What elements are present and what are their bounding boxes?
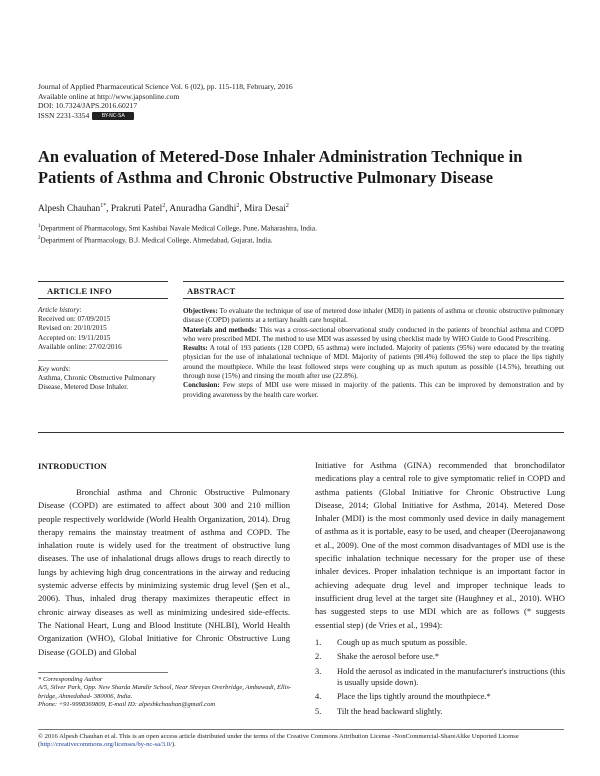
divider [183,298,564,299]
intro-paragraph: Initiative for Asthma (GINA) recommended that bronchodilator medications play a central role to give symptomatic relief in COPD and asthma patients (Global Initiative for Chronic Obstructive Lung Disease, 2014; Global Initiative for Asthma, 2014). Metered Dose Inhaler (MDI) is the most commonly used device in daily management of asthma as it is portable, easy to be used, and cheaper (Deerojanawong et al., 2009). One of the most common disadvantages of MDI use is the specific inhalation technique necessary for the proper use of these inhaler devices. Proper inhalation technique is an important factor in achieving adequate drug level and improper technique leads to insufficient drug level at the target site (Haughney et al., 2010). WHO has suggested steps to use MDI which are as follows (* suggests essential step) (de Vries et al., 1994): [315,460,565,630]
history-received: Received on: 07/09/2015 [38,315,111,324]
author: Anuradha Gandhi$^2$ [169,203,240,215]
abstract-objectives: Objectives: To evaluate the technique of use of metered dose inhaler (MDI) in patients of asthma or chronic obstructive pulmonary disease (COPD) patients at a tertiary health care hospital. [183,307,564,325]
mdi-steps-list [315,637,565,717]
abstract-heading: ABSTRACT [187,286,236,296]
intro-left-column [38,486,290,659]
intro-paragraph: Bronchial asthma and Chronic Obstructive Pulmonary Disease (COPD) are estimated to affect about 300 and 210 million people respectively worldwide (World Health Organization, 2014). Drug therapy remains the mainstay treatment of asthma and COPD. The inhalation route is widely used for the treatment of obstructive lung diseases. The use of inhalational drugs allows drugs to reach directly to lungs by achieving high drug concentrations in the airway and reducing systemic adverse effects by minimizing systemic drug level (Şen et al., 2006). Thus, inhaled drug therapy maximizes therapeutic effect in chronic airway diseases as well as minimizing undesired side-effects. The National Heart, Lung and Blood Institute (NHLBI), World Health Organization (WHO), Global Initiative for Chronic Obstructive Lung Disease (GOLD) and Global [38,487,290,657]
license-footer: © 2016 Alpesh Chauhan et al. This is an open access article distributed under the terms of the Creative Commons Attribution License -NonCommercial-ShareAlike Unported License (http://creativecommons.org/licenses/by-nc-sa/3.0/). [38,733,519,749]
cc-license-badge: BY-NC-SA [92,112,134,120]
article-history [38,306,166,352]
list-item: 2. Shake the aerosol before use.* [315,652,440,662]
keywords: Asthma, Chronic Obstructive Pulmonary Disease, Metered Dose Inhaler. [38,374,156,392]
author: Prakruti Patel$^2$ [110,203,166,215]
article-info-heading: ARTICLE INFO [47,286,112,296]
corresponding-label: * Corresponding Author [38,676,103,683]
available-line: Available online at http://www.japsonline.com [38,91,180,101]
abstract-body [183,307,564,400]
license-link[interactable]: http://creativecommons.org/licenses/by-nc-sa/3.0/ [40,741,172,749]
divider [38,360,168,361]
affiliations [38,222,317,246]
divider [38,432,564,433]
list-item: 5. Tilt the head backward slightly. [315,706,443,716]
abstract-conclusion: Conclusion: Few steps of MDI use were missed in majority of the patients. This can be improved by demonstration and by providing awareness by the health care worker. [183,381,565,399]
paper-title: An evaluation of Metered-Dose Inhaler Administration Technique in Patients of Asthma and Chronic Obstructive Pulmonary Disease [38,147,523,187]
corresponding-address: A/5, Silver Park, Opp. New Sharda Mandir School, Near Shreyas Overbridge, Ambawadi, Ellis-bridge, Ahmedabad- 380006, India. [38,684,292,700]
issn-line [38,111,293,121]
author: Mira Desai$^2$ [244,203,289,215]
abstract-methods: Materials and methods: This was a cross-sectional observational study conducted in the patients of bronchial asthma and COPD who were prescribed MDI. The method to use MDI was assessed by using checklist made by WHO Guide to Good Prescribing. [183,325,564,343]
intro-right-column [315,459,565,720]
list-item: 1. Cough up as much sputum as possible. [315,637,468,647]
divider [38,281,168,282]
history-revised: Revised on: 20/10/2015 [38,324,107,333]
affiliation: $^2$Department of Pharmacology, B.J. Medical College, Ahmedabad, Gujarat, India. [38,235,273,245]
issn-text: ISSN 2231-3354 [38,110,90,120]
corresponding-author [38,676,293,710]
history-online: Available online: 27/02/2016 [38,342,122,351]
affiliation: $^1$Department of Pharmacology, Smt Kashibai Navale Medical College, Pune, Maharashtra, India. [38,224,317,233]
divider [38,729,564,730]
history-accepted: Accepted on: 19/11/2015 [38,333,111,342]
list-item: 4. Place the lips tightly around the mouthpiece.* [315,692,491,702]
journal-header [38,82,293,120]
copyright-text: © 2016 Alpesh Chauhan et al. This is an open access article distributed under the terms of the Creative Commons Attribution License -NonCommercial-ShareAlike Unported License ( [38,733,519,749]
corresponding-contact: Phone: +91-9998369809, E-mail ID: alpeshkchauhan@gmail.com [38,701,216,709]
author-list: Alpesh Chauhan$^{1*}$, Prakruti Patel$^2$, Anuradha Gandhi$^2$, Mira Desai$^2$ [38,203,289,215]
introduction-heading: INTRODUCTION [38,461,107,471]
abstract-results: Results: A total of 193 patients (128 COPD, 65 asthma) were included. Majority of patients (95%) were educated by the treating physician for the use of inhalational technique of MDI. Majority of patients (98.4%) followed the step to place the lips tightly around the mouthpiece. While the least followed steps were coughing up as much sputum as possible (14.5%), breathing out through nose (15%) and rinsing the mouth after use (22.8%). [183,344,565,381]
journal-line: Journal of Applied Pharmaceutical Science Vol. 6 (02), pp. 115-118, February, 2016 [38,82,293,91]
history-label: Article history: [38,306,82,314]
keywords-block [38,365,163,393]
doi-line: DOI: 10.7324/JAPS.2016.60217 [38,101,138,111]
list-item: 3. Hold the aerosol as indicated in the manufacturer's instructions (this is usually upside down). [315,666,565,688]
footnote-divider [38,672,168,673]
divider [38,298,168,299]
author: Alpesh Chauhan$^{1*}$ [38,203,107,215]
divider [183,281,564,282]
keywords-label: Key words: [38,365,71,373]
